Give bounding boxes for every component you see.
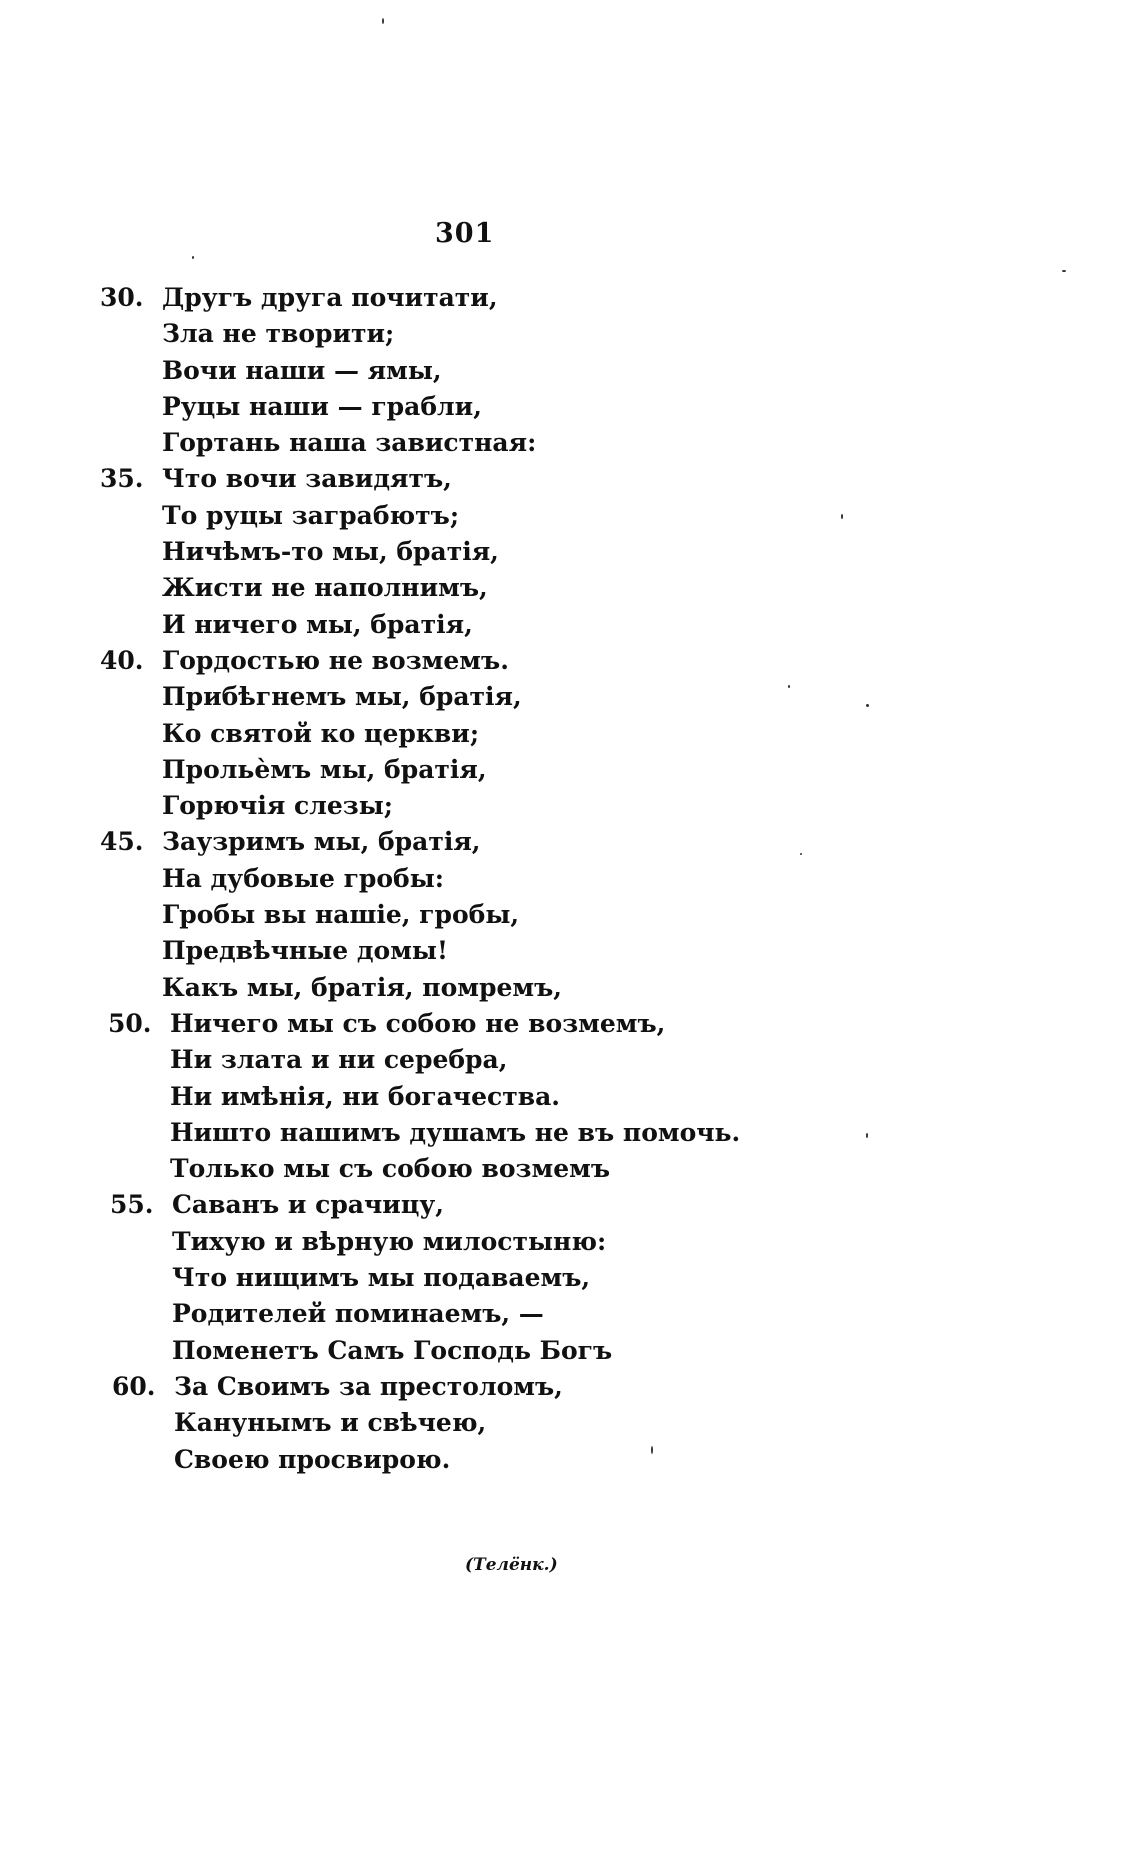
poem-line [100,607,1000,643]
poem-line [100,389,1000,425]
line-text: Только мы съ собою возмемъ [170,1154,610,1184]
print-speck [800,853,802,855]
line-text: Предвѣчные домы! [162,936,448,966]
line-text: Что вочи завидятъ, [162,464,452,494]
poem-line [100,280,1000,316]
poem-line [100,970,1000,1006]
print-speck [382,18,384,24]
line-number: 50. [108,1008,152,1038]
poem-text [100,280,1000,1478]
line-text: Ни имѣнія, ни богачества. [170,1081,560,1111]
line-text: Прибѣгнемъ мы, братія, [162,682,522,712]
line-text: Что нищимъ мы подаваемъ, [172,1263,591,1293]
line-text: Гробы вы нашіе, гробы, [162,900,520,930]
poem-line [100,570,1000,606]
line-text: Ничего мы съ собою не возмемъ, [170,1008,666,1038]
line-number: 55. [110,1190,154,1220]
line-text: За Своимъ за престоломъ, [174,1371,563,1401]
poem-line [100,752,1000,788]
poem-line [100,1042,1000,1078]
line-text: Руцы наши — грабли, [162,391,482,421]
poem-line [100,1405,1000,1441]
line-text: Гортань наша завистная: [162,428,537,458]
print-speck [1062,270,1066,272]
line-text: Какъ мы, братія, помремъ, [162,972,562,1002]
line-text: Поменетъ Самъ Господь Богъ [172,1335,613,1365]
poem-line [100,1187,1000,1223]
line-text: И ничего мы, братія, [162,609,473,639]
source-attribution: (Телёнк.) [465,1555,558,1575]
line-text: Жисти не наполнимъ, [162,573,488,603]
line-number: 30. [100,283,144,312]
poem-line [100,897,1000,933]
poem-line [100,534,1000,570]
line-text: Родителей поминаемъ, — [172,1299,544,1329]
line-text: Канунымъ и свѣчею, [174,1408,487,1438]
page-number: 301 [435,218,495,249]
poem-line [100,933,1000,969]
poem-line [100,1115,1000,1151]
line-text: Ничѣмъ-то мы, братія, [162,537,499,567]
poem-line [100,788,1000,824]
poem-line [100,716,1000,752]
line-text: Зла не творити; [162,319,395,349]
line-number: 35. [100,464,144,494]
line-text: Прольѐмъ мы, братія, [162,754,487,784]
poem-line [100,1369,1000,1405]
poem-line [100,1260,1000,1296]
poem-line [100,643,1000,679]
line-text: Гордостью не возмемъ. [162,645,509,675]
poem-line [100,1079,1000,1115]
poem-line [100,861,1000,897]
poem-line [100,1333,1000,1369]
line-text: Вочи наши — ямы, [162,355,442,385]
line-number: 45. [100,827,144,857]
poem-line [100,1224,1000,1260]
poem-line [100,1151,1000,1187]
print-speck [651,1446,653,1454]
line-text: Заузримъ мы, братія, [162,827,481,857]
line-text: Другъ друга почитати, [162,283,498,312]
poem-line [100,1296,1000,1332]
line-text: То руцы заграбютъ; [162,500,460,530]
print-speck [788,685,790,688]
line-text: Ништо нашимъ душамъ не въ помочь. [170,1117,741,1147]
line-text: Тихую и вѣрную милостыню: [172,1226,607,1256]
poem-line [100,316,1000,352]
poem-line [100,498,1000,534]
print-speck [841,514,843,519]
poem-line [100,353,1000,389]
line-text: Горючія слезы; [162,791,394,821]
poem-line [100,679,1000,715]
poem-line [100,461,1000,497]
print-speck [866,704,869,707]
line-number: 40. [100,645,144,675]
poem-line [100,1442,1000,1478]
poem-line [100,1006,1000,1042]
line-text: На дубовые гробы: [162,863,445,893]
print-speck [192,256,194,259]
line-text: Саванъ и срачицу, [172,1190,445,1220]
line-text: Ко святой ко церкви; [162,718,480,748]
poem-line [100,425,1000,461]
poem-line [100,824,1000,860]
line-number: 60. [112,1371,156,1401]
line-text: Своею просвирою. [174,1444,451,1474]
print-speck [866,1133,868,1138]
line-text: Ни злата и ни серебра, [170,1045,508,1075]
